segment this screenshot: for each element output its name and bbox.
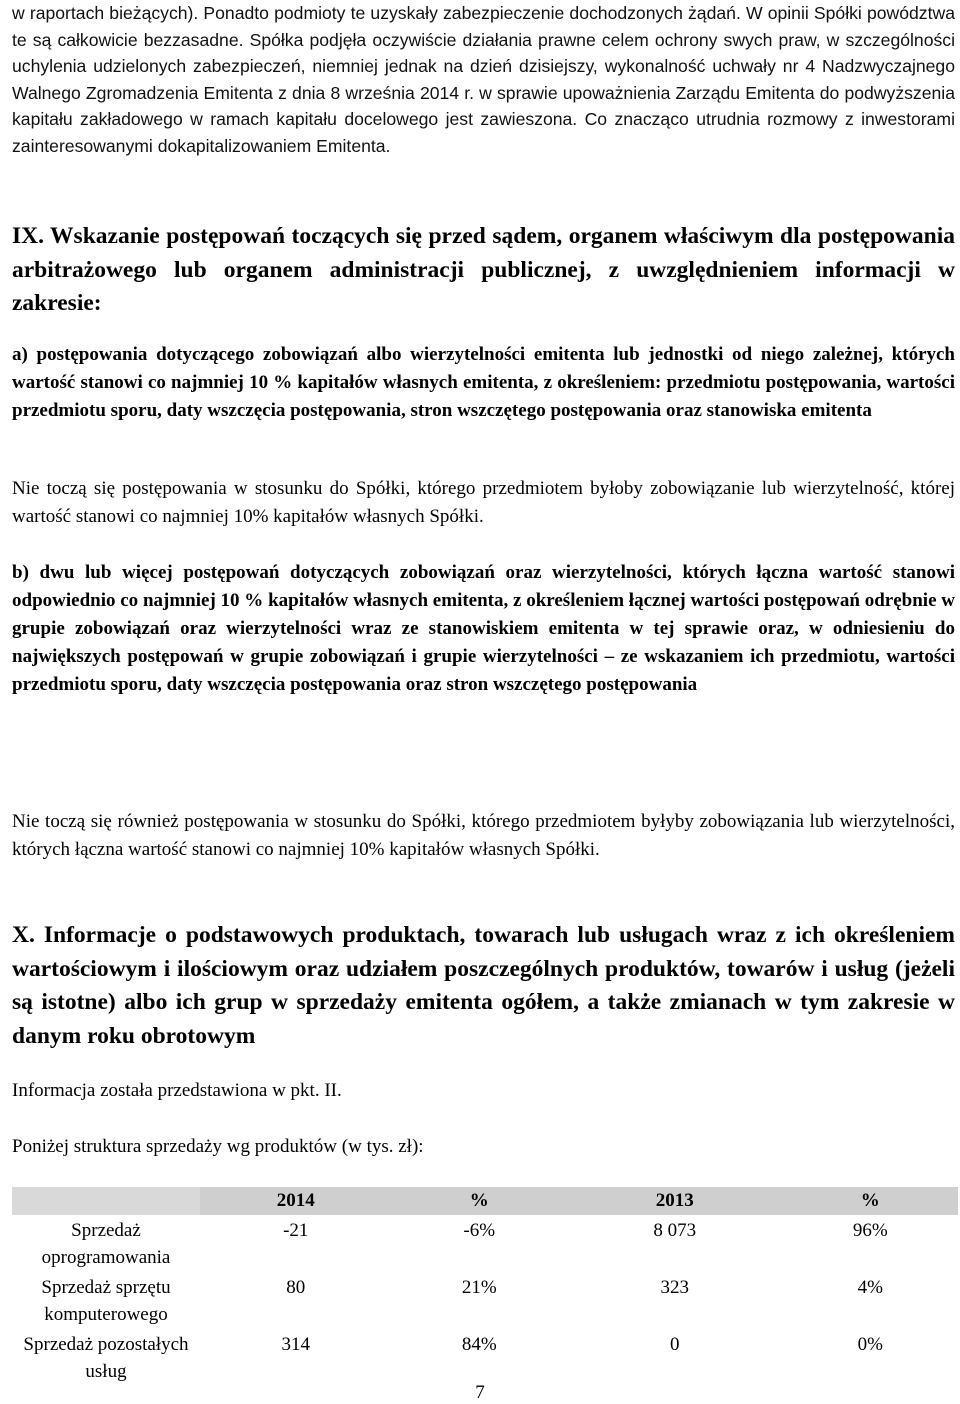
sales-structure-table — [12, 1187, 958, 1386]
table-cell: 0% — [857, 1334, 883, 1355]
section-x-heading: X. Informacje o podstawowych produktach, towarach lub usługach wraz z ich określeniem wartościowym i ilościowym oraz udziałem poszczególnych produktów, towarów i usług (jeżeli są istotne) albo ich grup w sprzedaży emitenta ogółem, a także zmianach w tym zakresie w danym roku obrotowym — [12, 922, 955, 1049]
table-cell: 314 — [281, 1334, 310, 1355]
table-cell: -21 — [283, 1220, 309, 1241]
intro-paragraph: w raportach bieżących). Ponadto podmioty te uzyskały zabezpieczenie dochodzonych żądań. W opinii Spółki powództwa te są całkowicie bezzasadne. Spółka podjęła oczywiście działania prawne celem ochrony swych praw, w szczególności uchylenia udzielonych zabezpieczeń, niemniej jednak na dzień dzisiejszy, wykonalność uchwały nr 4 Nadzwyczajnego Walnego Zgromadzenia Emitenta z dnia 8 września 2014 r. w sprawie upoważnienia Zarządu Emitenta do podwyższenia kapitału zakładowego w ramach kapitału docelowego jest zawieszona. Co znacząco utrudnia rozmowy z inwestorami zainteresowanymi dokapitalizowaniem Emitenta. — [12, 3, 955, 156]
section-ix-answer-b: Nie toczą się również postępowania w stosunku do Spółki, którego przedmiotem byłyby zobowiązania lub wierzytelności, których łączna wartość stanowi co najmniej 10% kapitałów własnych Spółki. — [12, 811, 955, 860]
table-header-cell — [12, 1187, 200, 1215]
table-header-cell: % — [782, 1187, 958, 1215]
table-cell: 84% — [461, 1334, 497, 1355]
page-number: 7 — [475, 1382, 485, 1403]
table-header-cell: % — [392, 1187, 568, 1215]
table-row — [12, 1215, 958, 1272]
section-ix-point-b: b) dwu lub więcej postępowań dotyczących zobowiązań oraz wierzytelności, których łączna wartość stanowi odpowiednio co najmniej 10 % kapitałów własnych emitenta, z określeniem łącznej wartości postępowań odrębnie w grupie zobowiązań oraz wierzytelności wraz ze stanowiskiem emitenta w tej sprawie oraz, w odniesieniu do największych postępowań w grupie zobowiązań i grupie wierzytelności – ze wskazaniem ich przedmiotu, wartości przedmiotu sporu, daty wszczęcia postępowania oraz stron wszczętego postępowania — [12, 562, 955, 695]
table-cell: 4% — [857, 1277, 883, 1298]
section-ix-point-a: a) postępowania dotyczącego zobowiązań albo wierzytelności emitenta lub jednostki od niego zależnej, których wartość stanowi co najmniej 10 % kapitałów własnych emitenta, z określeniem: przedmiotu postępowania, wartości przedmiotu sporu, daty wszczęcia postępowania, stron wszczętego postępowania oraz stanowiska emitenta — [12, 344, 955, 421]
table-row — [12, 1272, 958, 1329]
section-x-info: Informacja została przedstawiona w pkt. II. — [12, 1080, 342, 1101]
table-row-label: Sprzedaż oprogramowania — [41, 1220, 171, 1268]
table-cell: 80 — [286, 1277, 306, 1298]
table-header-cell: 2013 — [567, 1187, 782, 1215]
table-cell: 323 — [660, 1277, 689, 1298]
table-header-row — [12, 1187, 958, 1215]
section-ix-answer-a: Nie toczą się postępowania w stosunku do Spółki, którego przedmiotem byłoby zobowiązanie lub wierzytelność, której wartość stanowi co najmniej 10% kapitałów własnych Spółki. — [12, 478, 955, 527]
section-ix-heading: IX. Wskazanie postępowań toczących się przed sądem, organem właściwym dla postępowania arbitrażowego lub organem administracji publicznej, z uwzględnieniem informacji w zakresie: — [12, 223, 955, 316]
table-header-cell: 2014 — [200, 1187, 392, 1215]
table-cell: 0 — [669, 1334, 680, 1355]
sales-table-intro: Poniżej struktura sprzedaży wg produktów (w tys. zł): — [12, 1136, 424, 1157]
table-cell: 96% — [852, 1220, 888, 1241]
table-row-label: Sprzedaż sprzętu komputerowego — [41, 1277, 171, 1325]
table-row — [12, 1329, 958, 1386]
table-row-label: Sprzedaż pozostałych usług — [23, 1334, 189, 1382]
table-cell: 8 073 — [653, 1220, 697, 1241]
table-cell: -6% — [463, 1220, 496, 1241]
table-cell: 21% — [461, 1277, 497, 1298]
